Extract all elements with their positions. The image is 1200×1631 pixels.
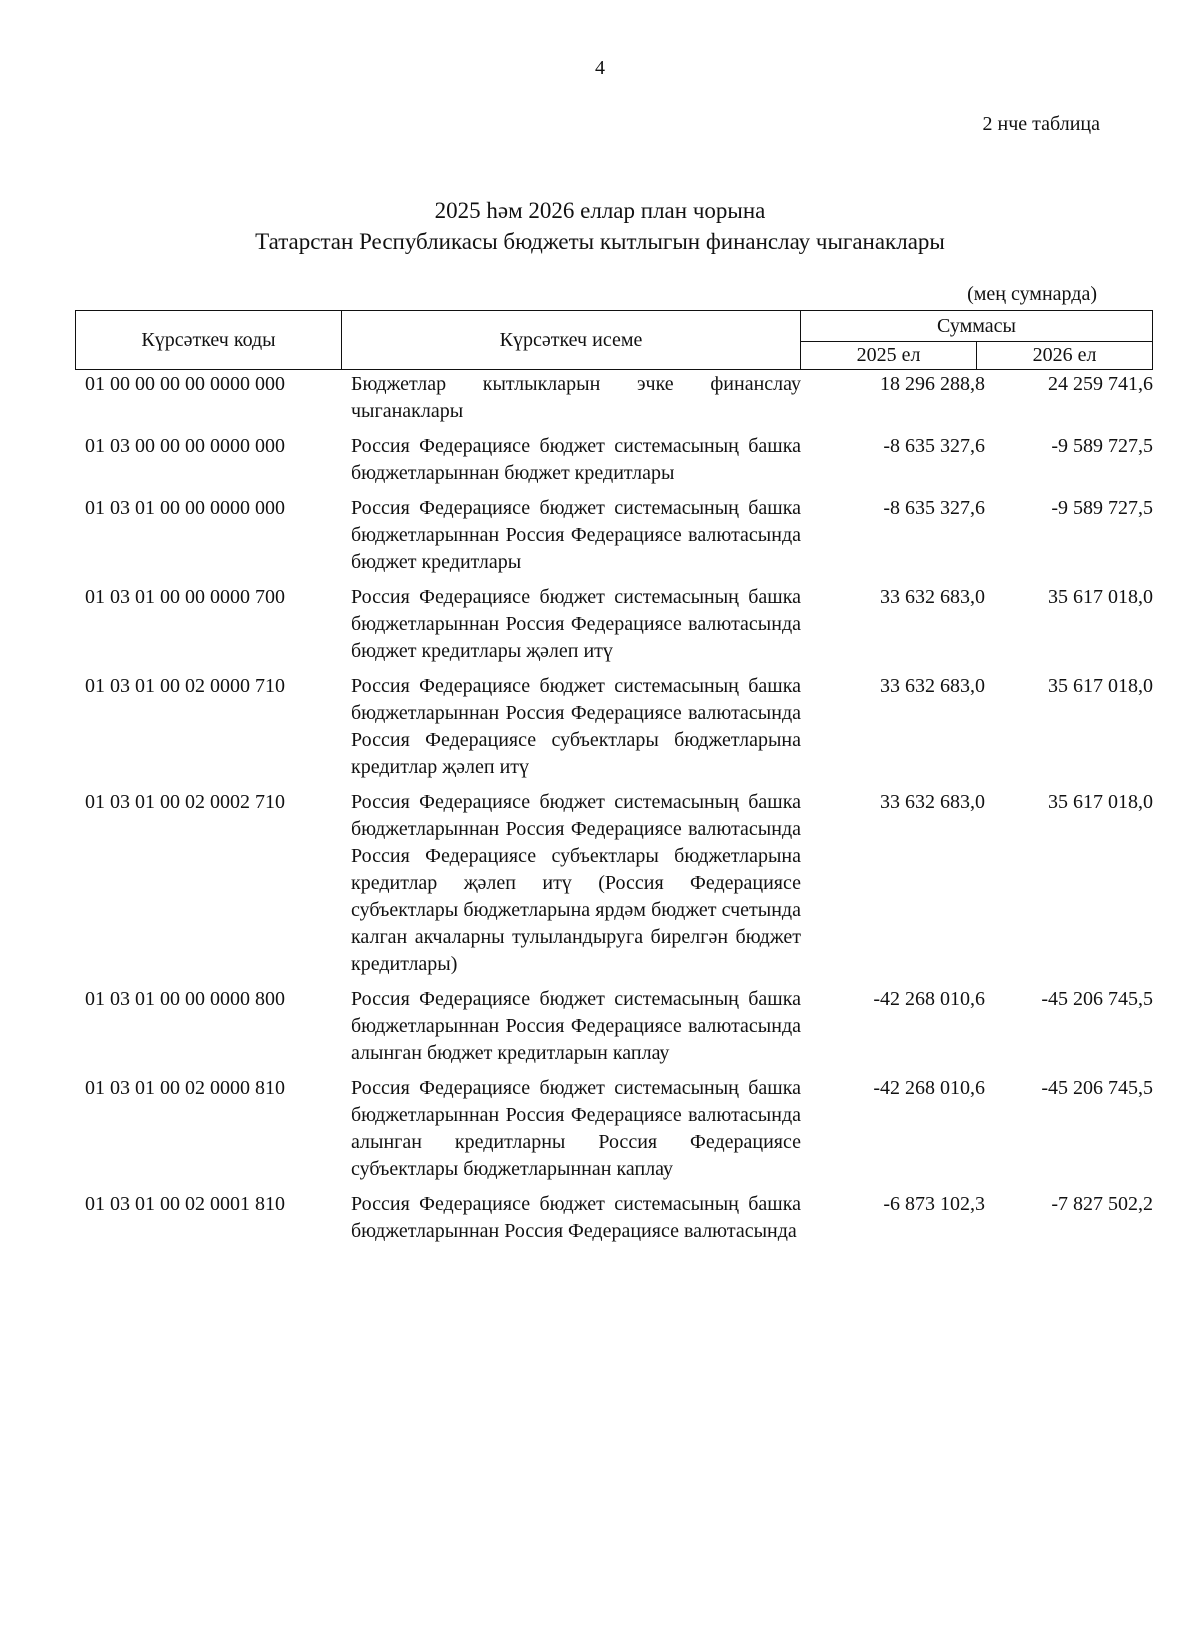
row-code: 01 03 01 00 00 0000 700 (85, 586, 285, 608)
row-value-2025: -8 635 327,6 (883, 435, 985, 457)
row-name: Россия Федерациясе бюджет системасының башка бюджетларыннан Россия Федерациясе валютасында бюджет кредитлары (351, 497, 801, 573)
units-note: (мең сумнарда) (967, 283, 1097, 305)
row-name: Россия Федерациясе бюджет системасының башка бюджетларыннан бюджет кредитлары (351, 435, 801, 484)
table-row (75, 495, 1153, 576)
row-value-2025: -42 268 010,6 (873, 988, 985, 1010)
row-name: Россия Федерациясе бюджет системасының башка бюджетларыннан Россия Федерациясе валютасында бюджет кредитлары җәлеп итү (351, 586, 801, 662)
row-code: 01 03 01 00 02 0001 810 (85, 1193, 285, 1215)
row-value-2026: -7 827 502,2 (1051, 1193, 1153, 1215)
row-code: 01 03 01 00 02 0002 710 (85, 791, 285, 813)
header-code: Күрсәткеч коды (75, 310, 342, 370)
row-value-2026: -9 589 727,5 (1051, 497, 1153, 519)
row-value-2026: 35 617 018,0 (1048, 586, 1153, 608)
table-row (75, 1075, 1153, 1183)
row-name: Бюджетлар кытлыкларын эчке финанслау чыганаклары (351, 373, 801, 422)
row-name: Россия Федерациясе бюджет системасының башка бюджетларыннан Россия Федерациясе валютасында (351, 1193, 801, 1242)
row-code: 01 03 01 00 00 0000 000 (85, 497, 285, 519)
table-row (75, 433, 1153, 487)
row-code: 01 03 00 00 00 0000 000 (85, 435, 285, 457)
row-value-2026: 35 617 018,0 (1048, 791, 1153, 813)
table-row (75, 584, 1153, 665)
row-name: Россия Федерациясе бюджет системасының башка бюджетларыннан Россия Федерациясе валютасында алынган кредитларны Россия Федерациясе субъектлары бюджетларыннан каплау (351, 1077, 801, 1180)
row-value-2025: 18 296 288,8 (880, 373, 985, 395)
row-value-2026: 35 617 018,0 (1048, 675, 1153, 697)
table-row (75, 789, 1153, 978)
page-number: 4 (595, 57, 605, 79)
header-2025: 2025 ел (800, 341, 977, 370)
row-value-2025: -42 268 010,6 (873, 1077, 985, 1099)
table-row (75, 1191, 1153, 1245)
row-value-2025: 33 632 683,0 (880, 675, 985, 697)
row-code: 01 03 01 00 02 0000 810 (85, 1077, 285, 1099)
title-line-2: Татарстан Республикасы бюджеты кытлыгын финанслау чыганаклары (255, 229, 945, 254)
row-value-2026: -45 206 745,5 (1041, 1077, 1153, 1099)
row-name: Россия Федерациясе бюджет системасының башка бюджетларыннан Россия Федерациясе валютасында алынган бюджет кредитларын каплау (351, 988, 801, 1064)
row-value-2026: -45 206 745,5 (1041, 988, 1153, 1010)
row-value-2026: -9 589 727,5 (1051, 435, 1153, 457)
row-name: Россия Федерациясе бюджет системасының башка бюджетларыннан Россия Федерациясе валютасында Россия Федерациясе субъектлары бюджетларына кредитлар җәлеп итү (Россия Федерациясе субъектлары бюджетларына ярдәм бюджет счетында калган акчаларны тулыландыруга бирелгән бюджет кредитлары) (351, 791, 801, 975)
table-row (75, 986, 1153, 1067)
document-title (0, 195, 1200, 257)
header-sums: Суммасы (800, 310, 1153, 342)
row-code: 01 03 01 00 02 0000 710 (85, 675, 285, 697)
row-value-2025: 33 632 683,0 (880, 586, 985, 608)
row-value-2025: -8 635 327,6 (883, 497, 985, 519)
table-row (75, 371, 1153, 425)
row-name: Россия Федерациясе бюджет системасының башка бюджетларыннан Россия Федерациясе валютасында Россия Федерациясе субъектлары бюджетларына кредитлар җәлеп итү (351, 675, 801, 778)
row-value-2025: -6 873 102,3 (883, 1193, 985, 1215)
table-body (75, 371, 1153, 1253)
title-line-1: 2025 һәм 2026 еллар план чорына (434, 198, 766, 223)
row-value-2026: 24 259 741,6 (1048, 373, 1153, 395)
table-label: 2 нче таблица (982, 113, 1100, 135)
header-name: Күрсәткеч исеме (341, 310, 801, 370)
row-code: 01 03 01 00 00 0000 800 (85, 988, 285, 1010)
table-row (75, 673, 1153, 781)
row-code: 01 00 00 00 00 0000 000 (85, 373, 285, 395)
row-value-2025: 33 632 683,0 (880, 791, 985, 813)
header-2026: 2026 ел (976, 341, 1153, 370)
